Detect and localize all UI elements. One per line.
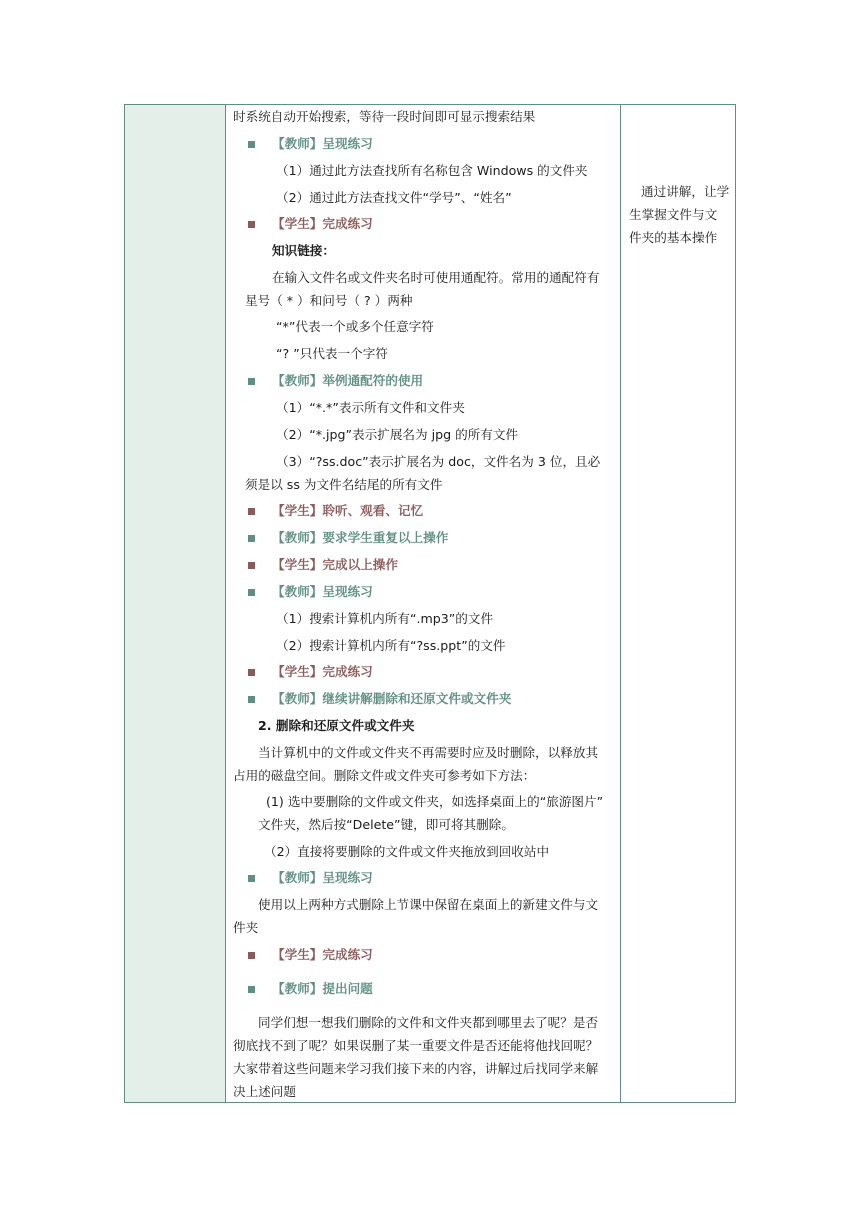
text-line: （2）直接将要删除的文件或文件夹拖放到回收站中 (264, 844, 550, 859)
student-bullet-icon (248, 508, 255, 515)
text-line: （2）搜索计算机内所有“?ss.ppt”的文件 (276, 638, 506, 653)
student-bullet-icon (248, 952, 255, 959)
teacher-step-label: 【教师】要求学生重复以上操作 (272, 530, 449, 545)
knowledge-link-heading: 知识链接： (272, 243, 335, 258)
text-line: 须是以 ss 为文件名结尾的所有文件 (245, 477, 443, 492)
column-divider (620, 105, 621, 1102)
text-line: “? ”只代表一个字符 (276, 346, 388, 361)
text-line: 彻底找不到了呢？如果误删了某一重要文件是否还能将他找回呢？ (233, 1038, 599, 1053)
student-bullet-icon (248, 669, 255, 676)
text-line: 大家带着这些问题来学习我们接下来的内容，讲解过后找同学来解 (233, 1061, 599, 1076)
text-line: （3）“?ss.doc”表示扩展名为 doc，文件名为 3 位，且必 (276, 454, 601, 469)
student-step-label: 【学生】完成练习 (272, 664, 373, 679)
teacher-bullet-icon (248, 378, 255, 385)
text-line: 使用以上两种方式删除上节课中保留在桌面上的新建文件与文 (258, 897, 599, 912)
student-step-label: 【学生】聆听、观看、记忆 (272, 503, 424, 518)
teacher-bullet-icon (248, 141, 255, 148)
text-line: 在输入文件名或文件夹名时可使用通配符。常用的通配符有 (272, 270, 600, 285)
student-bullet-icon (248, 562, 255, 569)
teacher-bullet-icon (248, 535, 255, 542)
text-line: 星号（ * ）和问号（ ? ）两种 (245, 293, 413, 308)
text-line: （1）搜索计算机内所有“.mp3”的文件 (276, 611, 494, 626)
text-line: (1) 选中要删除的文件或文件夹，如选择桌面上的“旅游图片” (266, 794, 604, 809)
text-line: （2）“*.jpg”表示扩展名为 jpg 的所有文件 (276, 427, 519, 442)
teacher-bullet-icon (248, 986, 255, 993)
text-line: （1）通过此方法查找所有名称包含 Windows 的文件夹 (276, 163, 588, 178)
teacher-step-label: 【教师】呈现练习 (272, 870, 373, 885)
text-line: 决上述问题 (233, 1084, 296, 1099)
section-heading: 2. 删除和还原文件或文件夹 (258, 718, 415, 733)
teacher-step-label: 【教师】继续讲解删除和还原文件或文件夹 (272, 691, 512, 706)
teacher-step-label: 【教师】提出问题 (272, 981, 373, 996)
student-bullet-icon (248, 221, 255, 228)
lesson-table (124, 104, 736, 1103)
teacher-step-label: 【教师】呈现练习 (272, 136, 373, 151)
design-intent-text: 件夹的基本操作 (629, 230, 718, 245)
text-line: 同学们想一想我们删除的文件和文件夹都到哪里去了呢？是否 (258, 1015, 599, 1030)
text-line: “*”代表一个或多个任意字符 (276, 319, 434, 334)
teacher-bullet-icon (248, 589, 255, 596)
stage-column (125, 105, 226, 1102)
design-intent-text: 生掌握文件与文 (629, 207, 718, 222)
text-line: 文件夹，然后按“Delete”键，即可将其删除。 (258, 817, 514, 832)
teacher-step-label: 【教师】举例通配符的使用 (272, 373, 424, 388)
text-line: 件夹 (233, 920, 259, 935)
teacher-step-label: 【教师】呈现练习 (272, 584, 373, 599)
text-line: 当计算机中的文件或文件夹不再需要时应及时删除，以释放其 (258, 745, 599, 760)
text-line: 占用的磁盘空间。删除文件或文件夹可参考如下方法： (233, 768, 536, 783)
text-line: 时系统自动开始搜索，等待一段时间即可显示搜索结果 (233, 109, 536, 124)
text-line: （1）“*.*”表示所有文件和文件夹 (276, 400, 465, 415)
student-step-label: 【学生】完成以上操作 (272, 557, 398, 572)
design-intent-text: 通过讲解，让学 (641, 184, 730, 199)
teacher-bullet-icon (248, 875, 255, 882)
teacher-bullet-icon (248, 696, 255, 703)
student-step-label: 【学生】完成练习 (272, 947, 373, 962)
student-step-label: 【学生】完成练习 (272, 216, 373, 231)
text-line: （2）通过此方法查找文件“学号”、“姓名” (276, 190, 512, 205)
